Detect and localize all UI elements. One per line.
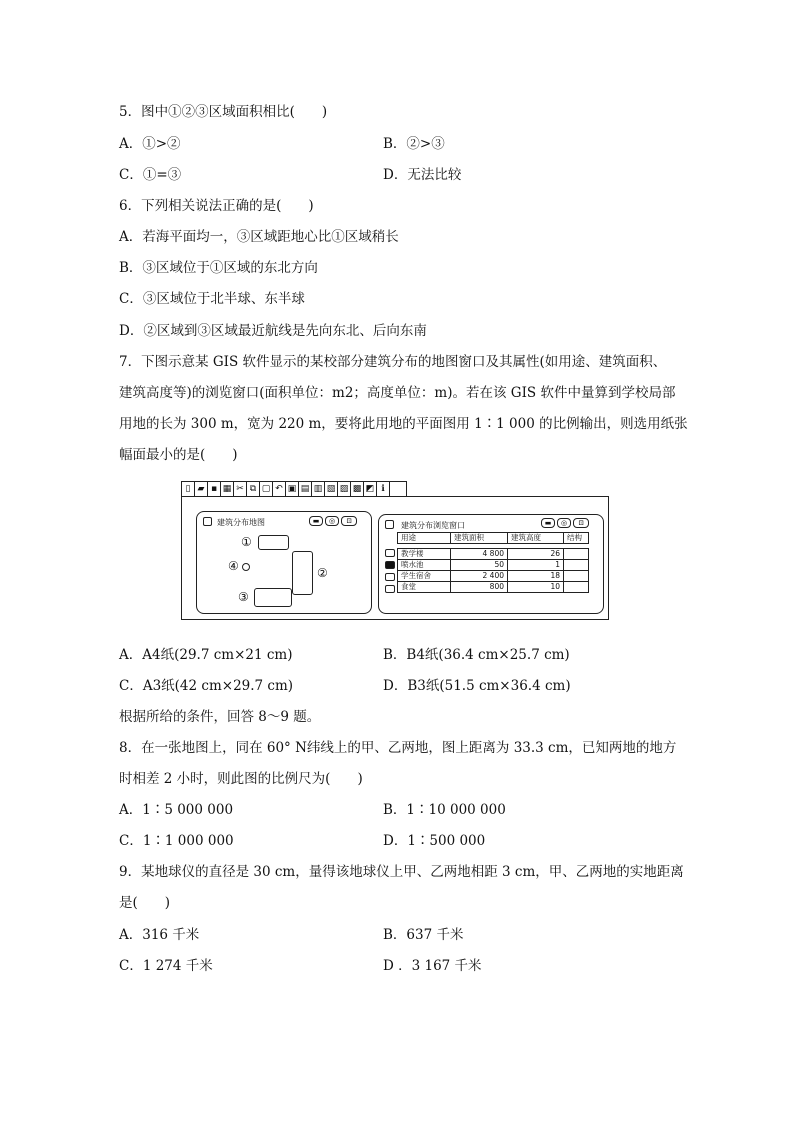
cell-structure — [564, 549, 589, 560]
q6-option-d: D．②区域到③区域最近航线是先向东北、后向东南 — [119, 323, 427, 339]
q6-option-c: C．③区域位于北半球、东半球 — [119, 291, 305, 307]
q9-stem-line-1: 9．某地球仪的直径是 30 cm，量得该地球仪上甲、乙两地相距 3 cm，甲、乙两地的实地距离 — [119, 864, 684, 880]
restore-button[interactable]: ◎ — [325, 516, 339, 526]
q6-stem: 6．下列相关说法正确的是( ) — [119, 198, 314, 214]
q8-option-d: D．1∶500 000 — [383, 833, 486, 849]
browse-window — [378, 514, 604, 614]
map-window-title: 建筑分布地图 — [217, 518, 265, 527]
header-height: 建筑高度 — [508, 533, 564, 544]
paste-icon[interactable]: ▢ — [260, 482, 273, 496]
gis-toolbar — [181, 481, 407, 497]
q6-option-b: B．③区域位于①区域的东北方向 — [119, 260, 318, 276]
minimize-button[interactable]: ▬ — [541, 518, 555, 528]
attribute-icon[interactable]: ▩ — [351, 482, 364, 496]
q8-stem-line-1: 8．在一张地图上，同在 60° N纬线上的甲、乙两地，图上距离为 33.3 cm，已知两地的地方 — [119, 740, 677, 756]
cell-area: 800 — [451, 582, 508, 593]
map-window-controls — [309, 516, 359, 526]
legend-icon[interactable]: ◩ — [364, 482, 377, 496]
cell-height: 26 — [508, 549, 564, 560]
q8-option-c: C．1∶1 000 000 — [119, 833, 234, 849]
q5-stem: 5．图中①②③区域面积相比( ) — [119, 104, 328, 120]
q7-option-c: C．A3纸(42 cm×29.7 cm) — [119, 678, 294, 694]
cell-structure — [564, 582, 589, 593]
cell-use: 喷水池 — [398, 560, 451, 571]
cell-area: 50 — [451, 560, 508, 571]
cell-height: 1 — [508, 560, 564, 571]
building-1 — [258, 535, 289, 550]
table-row[interactable] — [398, 582, 589, 593]
q7-option-b: B．B4纸(36.4 cm×25.7 cm) — [383, 647, 570, 663]
attribute-table — [397, 532, 589, 593]
cell-use: 教学楼 — [398, 549, 451, 560]
table-header-row — [398, 533, 589, 544]
browse-window-icon — [385, 520, 394, 529]
close-button[interactable]: ⊡ — [341, 516, 357, 526]
q8-option-a: A．1∶5 000 000 — [119, 802, 234, 818]
layer-icon[interactable]: ▧ — [325, 482, 338, 496]
q7-option-a: A．A4纸(29.7 cm×21 cm) — [119, 647, 293, 663]
row-checkbox-4[interactable] — [385, 585, 395, 593]
cell-height: 10 — [508, 582, 564, 593]
area-label-4: ④ — [228, 559, 239, 573]
table-icon[interactable]: ▨ — [338, 482, 351, 496]
cut-icon[interactable]: ✂ — [234, 482, 247, 496]
row-checkbox-1[interactable] — [385, 549, 395, 557]
q9-stem-line-2: 是( ) — [119, 895, 171, 911]
q9-option-b: B．637 千米 — [383, 927, 464, 943]
map-window-icon — [203, 517, 212, 526]
cell-use: 学生宿舍 — [398, 571, 451, 582]
q9-option-d: D ．3 167 千米 — [383, 958, 482, 974]
table-row[interactable] — [398, 571, 589, 582]
q9-option-a: A．316 千米 — [119, 927, 200, 943]
close-button[interactable]: ⊡ — [573, 518, 589, 528]
cell-height: 18 — [508, 571, 564, 582]
fountain-circle — [242, 563, 250, 571]
pan-icon[interactable]: ▣ — [286, 482, 299, 496]
cell-structure — [564, 560, 589, 571]
q7-option-d: D．B3纸(51.5 cm×36.4 cm) — [383, 678, 571, 694]
minimize-button[interactable]: ▬ — [309, 516, 323, 526]
zoom-in-icon[interactable]: ▤ — [299, 482, 312, 496]
undo-icon[interactable]: ↶ — [273, 482, 286, 496]
q7-stem-line-4: 幅面最小的是( ) — [119, 447, 238, 463]
save-icon[interactable]: ▪ — [208, 482, 221, 496]
table-row[interactable] — [398, 549, 589, 560]
cell-area: 2 400 — [451, 571, 508, 582]
browse-window-title: 建筑分布浏览窗口 — [401, 521, 465, 530]
building-3 — [254, 588, 292, 607]
new-file-icon[interactable]: ▯ — [182, 482, 195, 496]
q7-stem-line-1: 7．下图示意某 GIS 软件显示的某校部分建筑分布的地图窗口及其属性(如用途、建筑面积、 — [119, 354, 667, 370]
cell-area: 4 800 — [451, 549, 508, 560]
building-2 — [292, 551, 313, 595]
gis-main-window — [181, 496, 609, 620]
restore-button[interactable]: ◎ — [557, 518, 571, 528]
q8-stem-line-2: 时相差 2 小时，则此图的比例尺为( ) — [119, 771, 363, 787]
open-folder-icon[interactable]: ▰ — [195, 482, 208, 496]
zoom-out-icon[interactable]: ▥ — [312, 482, 325, 496]
map-window — [196, 511, 372, 614]
cell-structure — [564, 571, 589, 582]
browse-window-controls — [541, 518, 591, 528]
print-icon[interactable]: ▦ — [221, 482, 234, 496]
copy-icon[interactable]: ⧉ — [247, 482, 260, 496]
q7-stem-line-3: 用地的长为 300 m，宽为 220 m，要将此用地的平面图用 1∶1 000 的比例输出，则选用纸张 — [119, 416, 688, 432]
row-checkbox-2[interactable] — [385, 561, 395, 569]
q8-option-b: B．1∶10 000 000 — [383, 802, 506, 818]
gis-figure — [181, 481, 611, 621]
row-checkbox-3[interactable] — [385, 573, 395, 581]
q9-option-c: C．1 274 千米 — [119, 958, 213, 974]
cell-use: 食堂 — [398, 582, 451, 593]
q6-option-a: A．若海平面均一，③区域距地心比①区域稍长 — [119, 229, 399, 245]
area-label-1: ① — [241, 535, 252, 549]
header-use: 用途 — [398, 533, 451, 544]
help-icon[interactable]: ℹ — [377, 482, 390, 496]
header-area: 建筑面积 — [451, 533, 508, 544]
table-row[interactable] — [398, 560, 589, 571]
q5-option-c: C．①=③ — [119, 167, 182, 183]
q5-option-b: B．②>③ — [383, 136, 445, 152]
header-structure: 结构 — [564, 533, 589, 544]
q5-option-a: A．①>② — [119, 136, 181, 152]
area-label-2: ② — [317, 566, 328, 580]
q5-option-d: D．无法比较 — [383, 167, 462, 183]
area-label-3: ③ — [238, 590, 249, 604]
q8-9-intro: 根据所给的条件，回答 8～9 题。 — [119, 709, 321, 725]
q7-stem-line-2: 建筑高度等)的浏览窗口(面积单位：m2；高度单位：m)。若在该 GIS 软件中量算到学校局部 — [119, 385, 676, 401]
